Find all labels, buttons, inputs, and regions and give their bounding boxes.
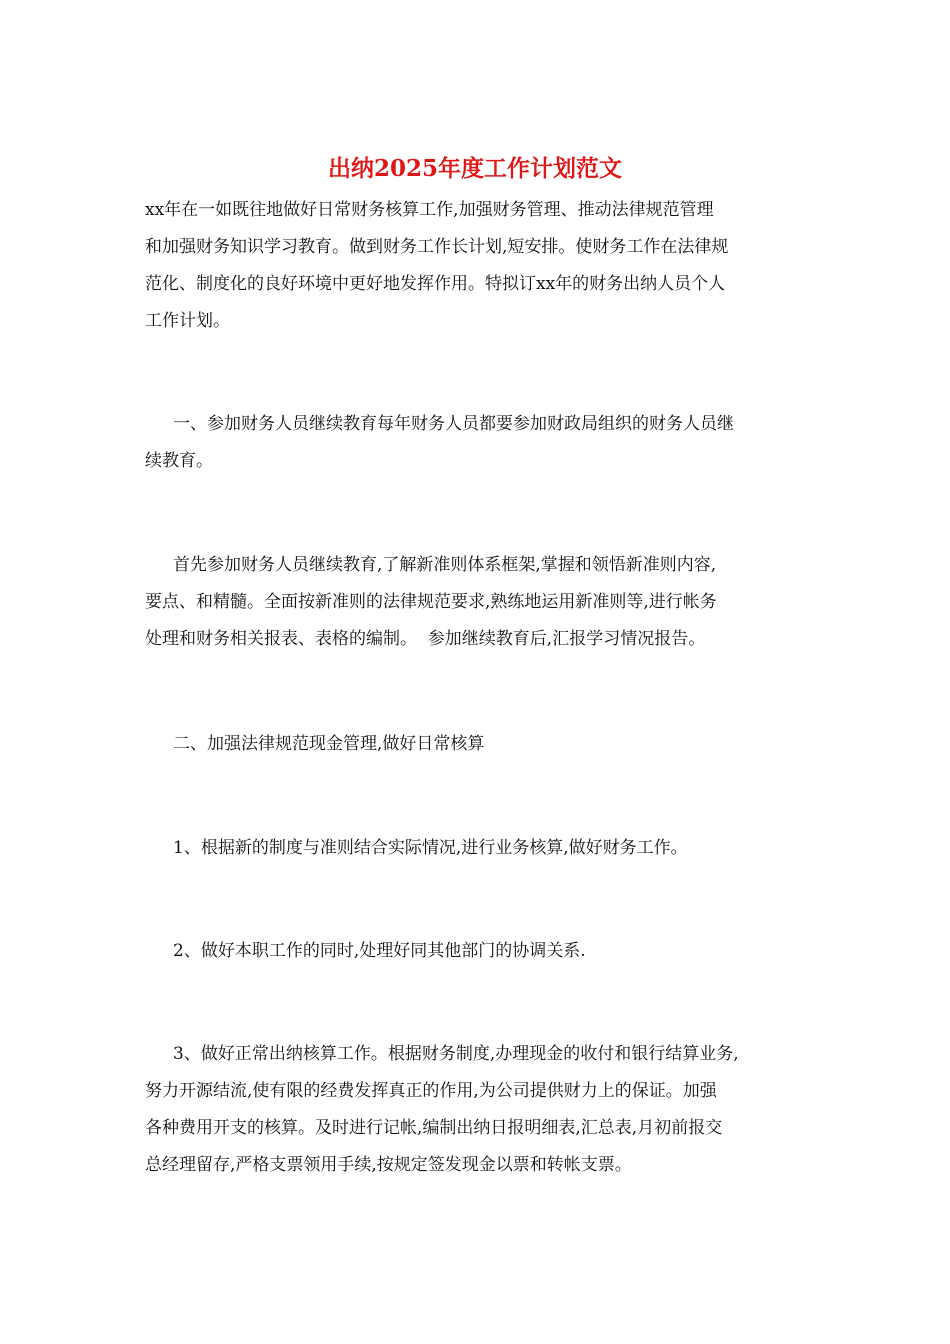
intro-paragraph	[145, 192, 815, 340]
text-line: 范化、制度化的良好环境中更好地发挥作用。特拟订xx年的财务出纳人员个人	[145, 274, 726, 294]
text-line: 2、做好本职工作的同时,处理好同其他部门的协调关系.	[173, 941, 586, 961]
text-line: 续教育。	[145, 451, 213, 471]
document-title: 出纳2025年度工作计划范文	[327, 155, 622, 182]
item-1	[145, 830, 815, 867]
text-line: 和加强财务知识学习教育。做到财务工作长计划,短安排。使财务工作在法律规	[145, 237, 729, 257]
section-1-body	[145, 547, 815, 658]
text-line: 二、加强法律规范现金管理,做好日常核算	[173, 734, 485, 754]
text-line: 各种费用开支的核算。及时进行记帐,编制出纳日报明细表,汇总表,月初前报交	[145, 1118, 723, 1138]
section-1-heading	[145, 406, 815, 480]
text-line: 处理和财务相关报表、表格的编制。 参加继续教育后,汇报学习情况报告。	[145, 629, 706, 649]
text-line: 努力开源结流,使有限的经费发挥真正的作用,为公司提供财力上的保证。加强	[145, 1081, 717, 1101]
text-line: 总经理留存,严格支票领用手续,按规定签发现金以票和转帐支票。	[145, 1155, 632, 1175]
item-3	[145, 1036, 815, 1184]
text-line: 一、参加财务人员继续教育每年财务人员都要参加财政局组织的财务人员继	[173, 414, 734, 434]
text-line: 要点、和精髓。全面按新准则的法律规范要求,熟练地运用新准则等,进行帐务	[145, 592, 717, 612]
text-line: 首先参加财务人员继续教育,了解新准则体系框架,掌握和领悟新准则内容,	[173, 555, 717, 575]
section-2-heading	[145, 726, 815, 763]
text-line: 工作计划。	[145, 311, 230, 331]
text-line: 1、根据新的制度与准则结合实际情况,进行业务核算,做好财务工作。	[173, 838, 688, 858]
text-line: xx年在一如既往地做好日常财务核算工作,加强财务管理、推动法律规范管理	[145, 200, 714, 220]
item-2	[145, 933, 815, 970]
text-line: 3、做好正常出纳核算工作。根据财务制度,办理现金的收付和银行结算业务,	[173, 1044, 739, 1064]
